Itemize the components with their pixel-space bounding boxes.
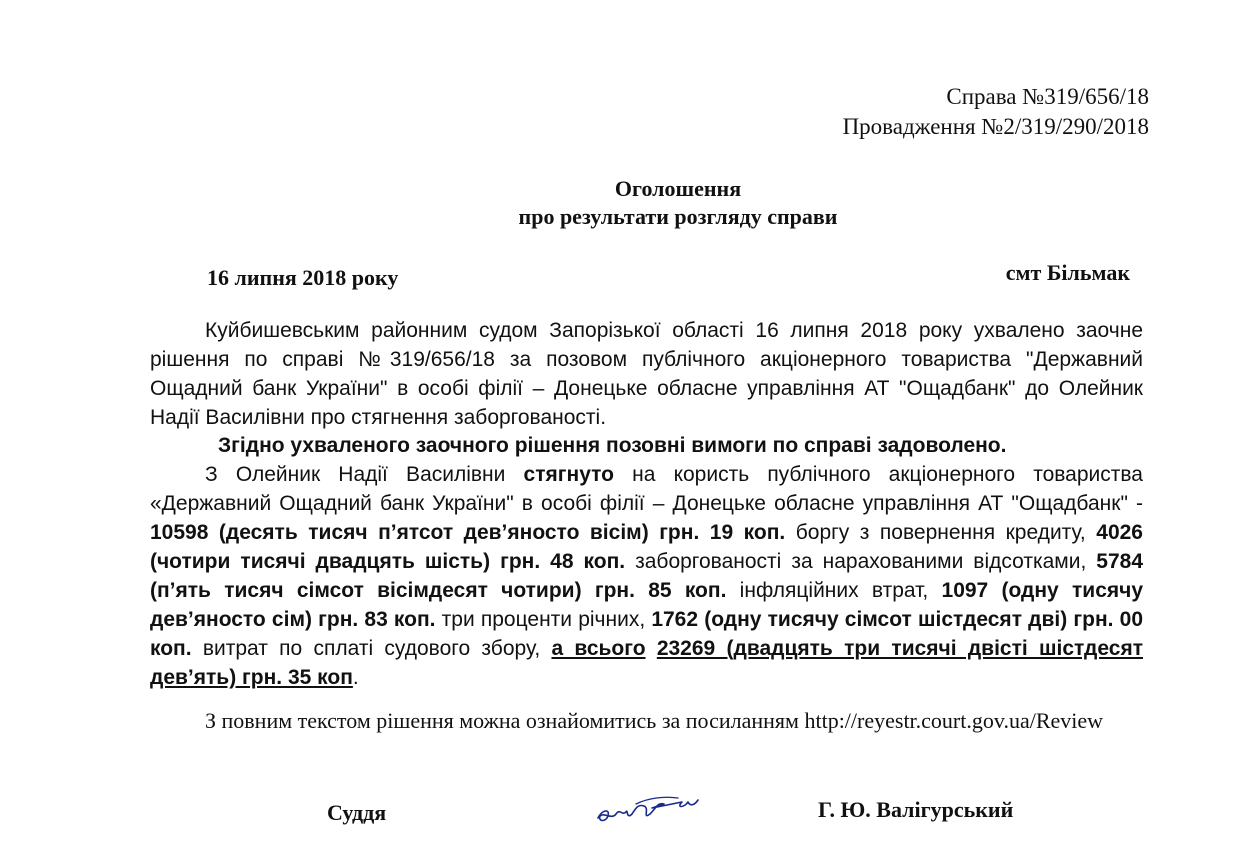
text-segment: інфляційних втрат, [726, 579, 942, 602]
judge-role: Суддя [327, 800, 387, 825]
text-segment: три проценти річних, [435, 608, 652, 631]
full-text-intro: З повним текстом рішення можна ознайомитись за посиланням [205, 708, 799, 733]
amount-total: 23269 (двадцять три тисячі двісті шістдесят дев’ять) грн. 35 коп [150, 637, 1143, 689]
paragraph-amounts [150, 460, 1143, 692]
amount-interest: 4026 (чотири тисячі двадцять шість) грн. 48 коп. [150, 521, 1143, 573]
text-segment: . [352, 666, 359, 689]
amount-inflation: 5784 (п’ять тисяч сімсот вісімдесят чотири) грн. 85 коп. [150, 550, 1143, 602]
decision-place: смт Більмак [1005, 260, 1130, 285]
review-link[interactable]: http://reyestr.court.gov.ua/Review [804, 708, 1104, 733]
paragraph-intro: Куйбишевським районним судом Запорізької області 16 липня 2018 року ухвалено заочне рішення по справі №319/656/18 за позовом публічного акціонерного товариства "Державний Ощадний банк України" в особі філії – Донецьке обласне управління АТ "Ощадбанк" до Олейник Надії Василівни про стягнення заборгованості. [150, 319, 1143, 429]
page-title: Оголошення [614, 176, 742, 201]
proceeding-number: Провадження №2/319/290/2018 [842, 114, 1149, 139]
decision-date: 16 липня 2018 року [207, 265, 399, 290]
text-segment: боргу з повернення кредиту, [785, 521, 1097, 544]
text-segment-bold: стягнуто [523, 463, 614, 486]
judge-name: Г. Ю. Валігурський [818, 797, 1014, 822]
amount-court-fee: 1762 (одну тисячу сімсот шістдесят дві) грн. 00 коп. [150, 608, 1144, 660]
paragraph-full-text [150, 706, 1143, 736]
text-segment: заборгованості за нарахованими відсотками, [625, 550, 1097, 573]
text-segment: на користь публічного акціонерного товариства «Державний Ощадний банк України" в особі філії – Донецьке обласне управління АТ "Ощадбанк" - [150, 463, 1143, 515]
amount-annual-percent: 1097 (одну тисячу дев’яносто сім) грн. 83 коп. [150, 579, 1144, 631]
text-segment: З Олейник Надії Василівни [205, 463, 524, 486]
signature-image [592, 790, 704, 830]
amount-loan: 10598 (десять тисяч п’ятсот дев’яносто вісім) грн. 19 коп. [150, 521, 786, 544]
paragraph-claims-satisfied: Згідно ухваленого заочного рішення позовні вимоги по справі задоволено. [218, 434, 1007, 457]
page-subtitle: про результати розгляду справи [518, 204, 838, 229]
total-label: а всього [551, 637, 646, 660]
case-number: Справа №319/656/18 [946, 84, 1149, 109]
text-segment: витрат по сплаті судового збору, [191, 637, 552, 660]
text-segment [646, 637, 657, 660]
